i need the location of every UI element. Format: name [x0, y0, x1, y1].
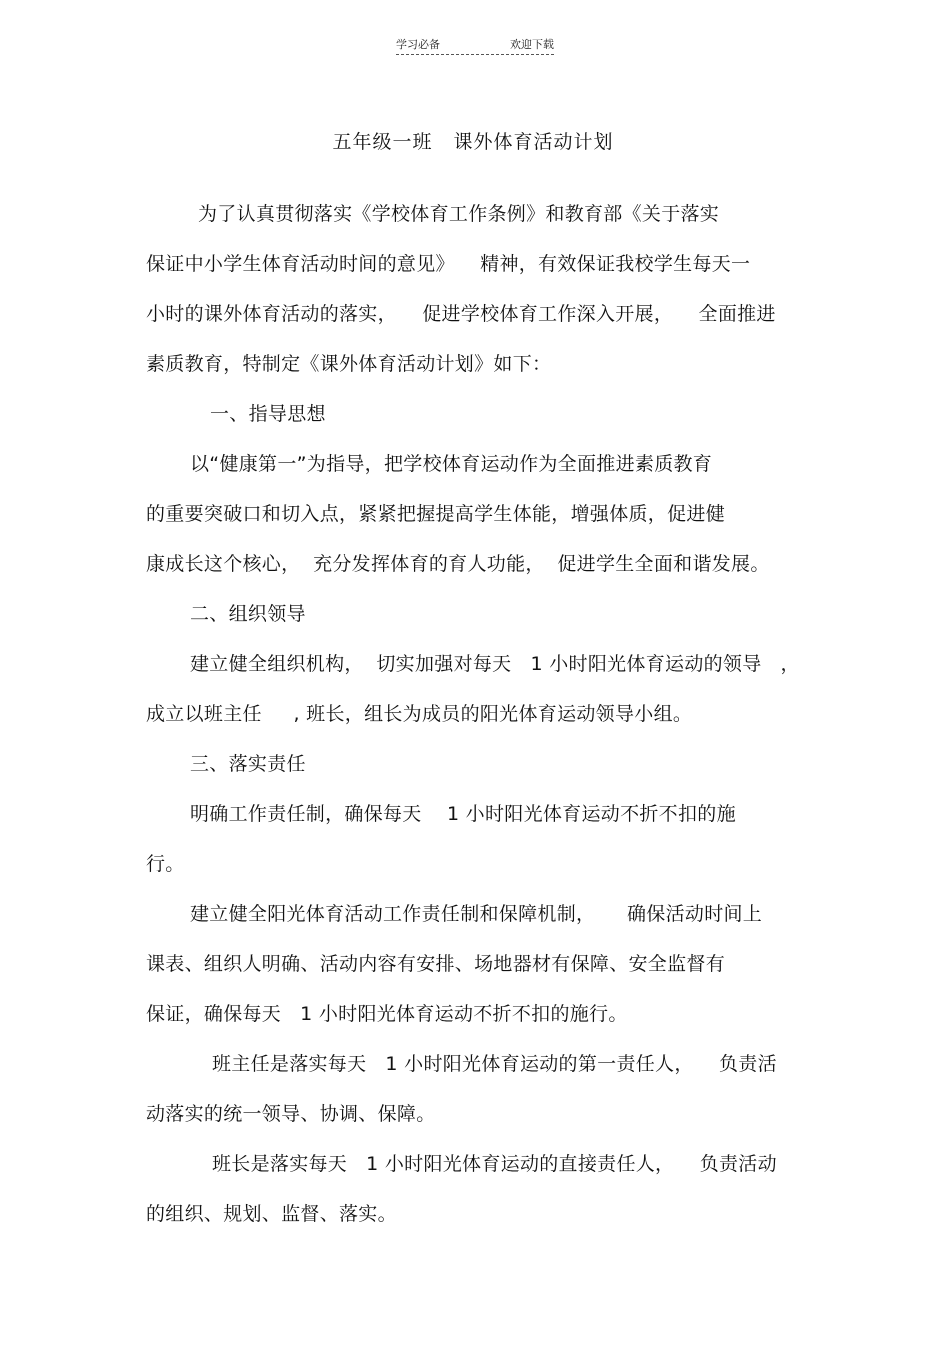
paragraph-line: 建立健全组织机构， 切实加强对每天 1 小时阳光体育运动的领导 ，: [190, 653, 800, 675]
document-title: 五年级一班 课外体育活动计划: [332, 131, 614, 153]
paragraph-line: 康成长这个核心， 充分发挥体育的育人功能， 促进学生全面和谐发展。: [146, 553, 770, 575]
paragraph-line: 为了认真贯彻落实《学校体育工作条例》和教育部《关于落实: [198, 203, 720, 225]
section-heading: 二、组织领导: [190, 603, 306, 625]
section-heading: 三、落实责任: [190, 753, 306, 775]
paragraph-line: 行。: [146, 853, 185, 875]
paragraph-line: 的重要突破口和切入点，紧紧把握提高学生体能，增强体质，促进健: [146, 503, 726, 525]
section-heading: 一、指导思想: [210, 403, 326, 425]
paragraph-line: 以“健康第一”为指导，把学校体育运动作为全面推进素质教育: [190, 453, 713, 475]
paragraph-line: 动落实的统一领导、协调、保障。: [146, 1103, 436, 1125]
paragraph-line: 课表、组织人明确、活动内容有安排、场地器材有保障、安全监督有: [146, 953, 726, 975]
paragraph-line: 小时的课外体育活动的落实， 促进学校体育工作深入开展， 全面推进: [146, 303, 776, 325]
header-right-text: 欢迎下载: [510, 38, 554, 51]
paragraph-line: 班主任是落实每天 1 小时阳光体育运动的第一责任人， 负责活: [212, 1053, 777, 1075]
paragraph-line: 成立以班主任 , 班长，组长为成员的阳光体育运动领导小组。: [146, 703, 693, 725]
page-header: [396, 38, 554, 55]
paragraph-line: 明确工作责任制，确保每天 1 小时阳光体育运动不折不扣的施: [190, 803, 736, 825]
paragraph-line: 保证中小学生体育活动时间的意见》 精神，有效保证我校学生每天一: [146, 253, 751, 275]
paragraph-line: 的组织、规划、监督、落实。: [146, 1203, 397, 1225]
paragraph-line: 建立健全阳光体育活动工作责任制和保障机制， 确保活动时间上: [190, 903, 763, 925]
paragraph-line: 保证，确保每天 1 小时阳光体育运动不折不扣的施行。: [146, 1003, 628, 1025]
header-left-text: 学习必备: [396, 38, 440, 51]
paragraph-line: 素质教育，特制定《课外体育活动计划》如下：: [146, 353, 552, 375]
paragraph-line: 班长是落实每天 1 小时阳光体育运动的直接责任人， 负责活动: [212, 1153, 777, 1175]
